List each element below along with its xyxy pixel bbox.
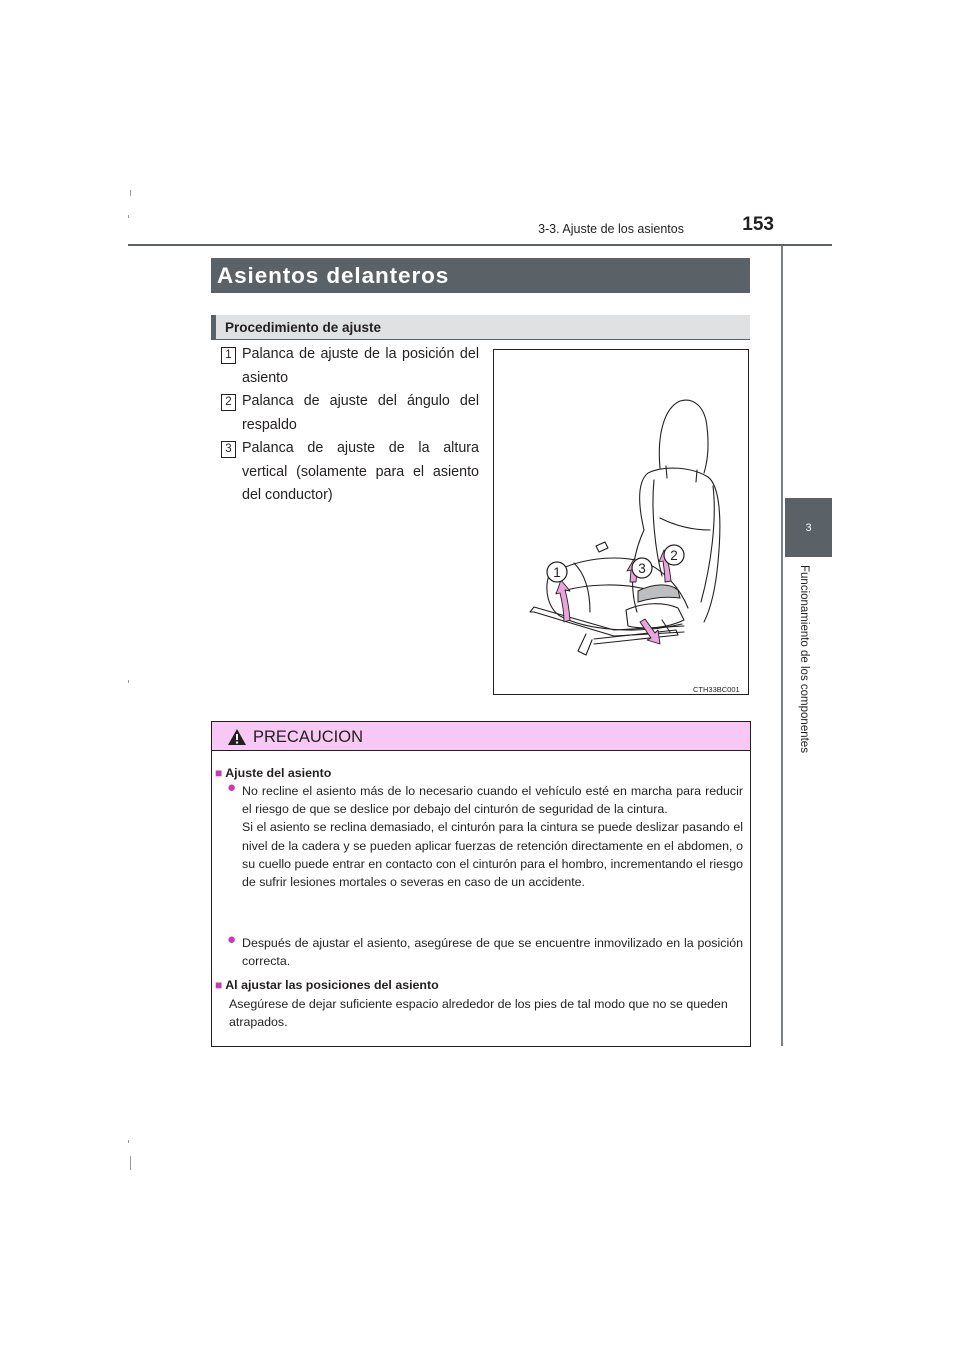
figure-code: CTH33BC001 [693, 685, 740, 694]
callout-label-1: 1 [553, 565, 561, 580]
list-item-3: Palanca de ajuste de la altura vertical (solamente para el asiento del conductor) [242, 440, 479, 503]
callout-label-2: 2 [670, 548, 678, 563]
subheading: Procedimiento de ajuste [225, 320, 382, 335]
headrest [659, 400, 708, 473]
caution-heading-1: ■ Ajuste del asiento [215, 766, 332, 780]
callout-label-3: 3 [638, 561, 646, 576]
chapter-title: Funcionamiento de los componentes [798, 565, 810, 753]
header-rule [128, 244, 832, 246]
list-item-1: Palanca de ajuste de la posición del asiento [242, 346, 479, 386]
caution-title: PRECAUCION [253, 728, 364, 746]
chapter-tab [785, 498, 832, 557]
item-number-2: 2 [221, 394, 236, 411]
crop-mark [128, 215, 129, 218]
caution-paragraph: Si el asiento se reclina demasiado, el cinturón para la cintura se puede deslizar pasando el nivel de la cadera y se pueden aplicar fuerzas de retención directamente en el abdomen, o su cuello puede entrar en contacto con el cinturón para el hombro, incrementando el riesgo de sufrir lesiones mortales o severas en caso de un accidente. [242, 820, 743, 890]
thumb-tab-line [781, 246, 783, 1046]
arrow-height-down [640, 619, 660, 644]
seat-illustration [493, 349, 749, 695]
page-number: 153 [742, 214, 774, 235]
subheading-accent [211, 315, 216, 340]
item-number-3: 3 [221, 441, 236, 458]
round-bullet-icon: ● [227, 931, 237, 948]
chapter-number: 3 [805, 521, 812, 534]
caution-paragraph: Después de ajustar el asiento, asegúrese de que se encuentre inmovilizado en la posición correcta. [242, 936, 743, 969]
seat-drawing [494, 350, 748, 694]
round-bullet-icon: ● [227, 779, 237, 796]
crop-mark [130, 190, 131, 196]
caution-paragraph: No recline el asiento más de lo necesario cuando el vehículo esté en marcha para reducir el riesgo de que se deslice por debajo del cinturón de seguridad de la cintura. [242, 784, 743, 817]
caution-body-2: Asegúrese de dejar suficiente espacio alrededor de los pies de tal modo que no se queden atrapados. [229, 997, 728, 1030]
item-number-1: 1 [221, 347, 236, 364]
caution-bullet-1 [242, 782, 743, 891]
section-reference: 3-3. Ajuste de los asientos [538, 222, 684, 236]
crop-mark [128, 680, 129, 683]
caution-heading-2: ■ Al ajustar las posiciones del asiento [215, 978, 439, 992]
warning-triangle-icon [227, 728, 247, 746]
page-title: Asientos delanteros [217, 263, 450, 288]
recline-lever [638, 585, 680, 602]
list-item-2: Palanca de ajuste del ángulo del respaldo [242, 393, 479, 433]
square-bullet-icon: ■ [215, 766, 223, 780]
crop-mark [130, 1156, 131, 1170]
caution-bullet-2 [242, 934, 743, 970]
crop-mark [128, 1140, 129, 1143]
square-bullet-icon: ■ [215, 978, 223, 992]
